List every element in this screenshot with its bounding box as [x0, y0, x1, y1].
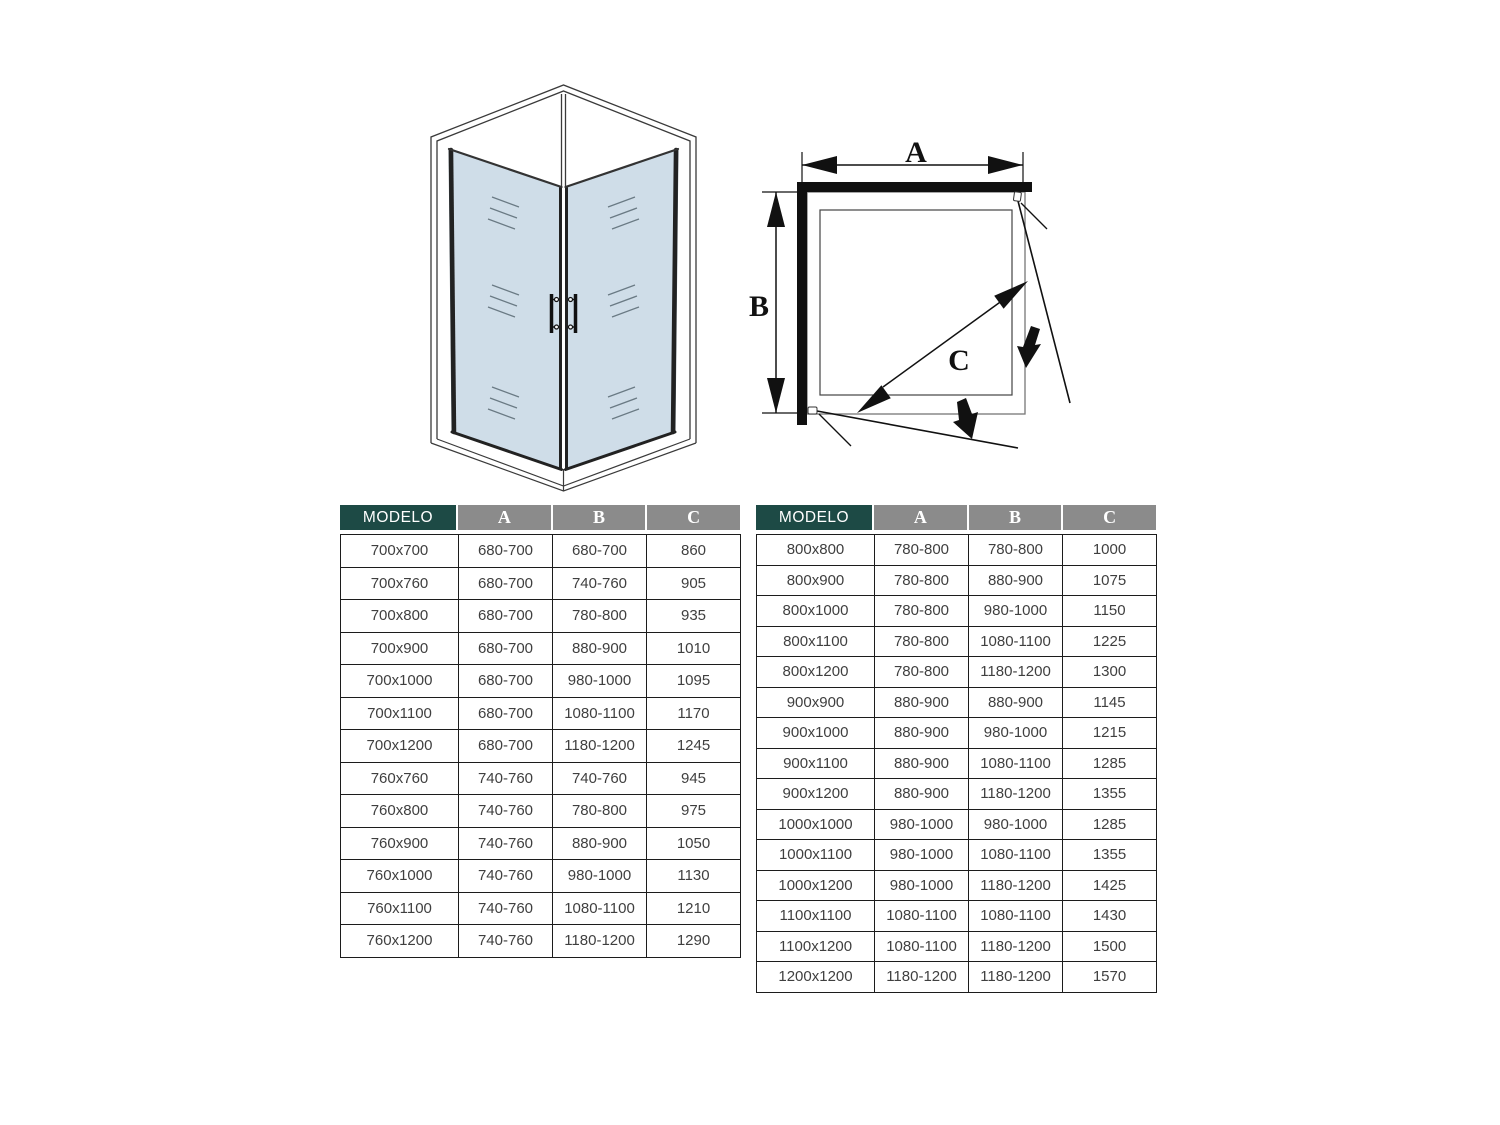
table-cell: 1075: [1063, 565, 1157, 596]
table-cell: 780-800: [875, 626, 969, 657]
table-cell: 780-800: [875, 657, 969, 688]
table-cell: 740-760: [459, 827, 553, 860]
table-cell: 900x1100: [757, 748, 875, 779]
table-row: [341, 860, 741, 893]
table-cell: 1180-1200: [875, 962, 969, 993]
table-cell: 1080-1100: [969, 901, 1063, 932]
table-cell: 880-900: [875, 687, 969, 718]
table-cell: 780-800: [553, 600, 647, 633]
table-cell: 1100x1100: [757, 901, 875, 932]
table-cell: 740-760: [459, 795, 553, 828]
table-cell: 1000x1000: [757, 809, 875, 840]
enclosure-outline: [807, 192, 1025, 414]
dimension-label-b: B: [748, 290, 770, 323]
dimension-label-c: C: [948, 344, 970, 377]
table-cell: 1080-1100: [875, 901, 969, 932]
table-cell: 1180-1200: [969, 779, 1063, 810]
table-row: [757, 931, 1157, 962]
table-cell: 1215: [1063, 718, 1157, 749]
table-row: [757, 596, 1157, 627]
column-header-c: C: [647, 505, 740, 530]
table-cell: 1570: [1063, 962, 1157, 993]
table-cell: 900x900: [757, 687, 875, 718]
door-pivot-hinge-bottom: [808, 407, 817, 414]
table-row: [757, 657, 1157, 688]
table-cell: 1170: [647, 697, 741, 730]
glass-panel-left: [449, 149, 562, 469]
table-cell: 680-700: [553, 535, 647, 568]
table-cell: 1355: [1063, 779, 1157, 810]
table-row: [341, 535, 741, 568]
table-cell: 1080-1100: [553, 697, 647, 730]
table-cell: 680-700: [459, 697, 553, 730]
table-cell: 760x900: [341, 827, 459, 860]
table-cell: 680-700: [459, 730, 553, 763]
dimension-c: [857, 281, 1028, 413]
table-row: [757, 535, 1157, 566]
table-row: [341, 925, 741, 958]
table-cell: 740-760: [553, 762, 647, 795]
table-cell: 1500: [1063, 931, 1157, 962]
table-cell: 1290: [647, 925, 741, 958]
glass-panel-right: [566, 149, 679, 469]
door-swing-bottom-left: [808, 398, 1018, 448]
table-cell: 760x1000: [341, 860, 459, 893]
table-cell: 680-700: [459, 665, 553, 698]
table-cell: 1210: [647, 892, 741, 925]
table-cell: 680-700: [459, 567, 553, 600]
table-row: [757, 840, 1157, 871]
table-cell: 780-800: [969, 535, 1063, 566]
table-cell: 700x900: [341, 632, 459, 665]
table-cell: 1080-1100: [969, 840, 1063, 871]
table-cell: 800x1100: [757, 626, 875, 657]
table-cell: 1355: [1063, 840, 1157, 871]
table-row: [341, 665, 741, 698]
table-cell: 1010: [647, 632, 741, 665]
table-cell: 1150: [1063, 596, 1157, 627]
table-cell: 740-760: [459, 762, 553, 795]
table-cell: 980-1000: [875, 840, 969, 871]
table-cell: 980-1000: [969, 718, 1063, 749]
table-cell: 700x760: [341, 567, 459, 600]
table-cell: 860: [647, 535, 741, 568]
table-cell: 880-900: [553, 632, 647, 665]
swing-arrow-right: [1017, 326, 1041, 368]
table-row: [341, 600, 741, 633]
table-cell: 880-900: [875, 748, 969, 779]
table-cell: 680-700: [459, 535, 553, 568]
door-swing-top-right: [1013, 192, 1070, 403]
table-cell: 680-700: [459, 600, 553, 633]
table-row: [341, 762, 741, 795]
column-header-a: A: [458, 505, 551, 530]
dimension-table-left: [340, 505, 740, 958]
table-cell: 980-1000: [875, 870, 969, 901]
dimension-b: [749, 192, 797, 413]
table-cell: 1285: [1063, 748, 1157, 779]
table-cell: 880-900: [553, 827, 647, 860]
table-cell: 945: [647, 762, 741, 795]
table-header-row: [340, 505, 740, 530]
table-row: [757, 687, 1157, 718]
table-cell: 740-760: [459, 860, 553, 893]
table-header-row: [756, 505, 1156, 530]
table-cell: 1225: [1063, 626, 1157, 657]
table-cell: 880-900: [875, 779, 969, 810]
table-row: [341, 632, 741, 665]
swing-arrow-bottom: [953, 398, 978, 439]
table-row: [757, 718, 1157, 749]
table-cell: 905: [647, 567, 741, 600]
table-cell: 700x1200: [341, 730, 459, 763]
table-cell: 740-760: [459, 892, 553, 925]
table-cell: 900x1000: [757, 718, 875, 749]
table-cell: 740-760: [553, 567, 647, 600]
table-cell: 1180-1200: [553, 925, 647, 958]
table-cell: 1100x1200: [757, 931, 875, 962]
table-cell: 1080-1100: [969, 626, 1063, 657]
table-cell: 780-800: [875, 565, 969, 596]
table-cell: 1080-1100: [969, 748, 1063, 779]
table-cell: 760x760: [341, 762, 459, 795]
table-cell: 1145: [1063, 687, 1157, 718]
table-cell: 700x800: [341, 600, 459, 633]
column-header-b: B: [553, 505, 646, 530]
table-cell: 980-1000: [875, 809, 969, 840]
table-cell: 975: [647, 795, 741, 828]
table-cell: 1285: [1063, 809, 1157, 840]
table-cell: 980-1000: [553, 860, 647, 893]
table-cell: 880-900: [969, 687, 1063, 718]
table-cell: 1180-1200: [969, 962, 1063, 993]
shower-enclosure-plan-diagram: [740, 100, 1105, 485]
door-pivot-hinge-top: [1013, 192, 1021, 202]
table-cell: 1425: [1063, 870, 1157, 901]
table-row: [341, 892, 741, 925]
table-row: [757, 565, 1157, 596]
table-row: [757, 962, 1157, 993]
table-cell: 760x1100: [341, 892, 459, 925]
table-cell: 1245: [647, 730, 741, 763]
table-cell: 800x800: [757, 535, 875, 566]
table-cell: 900x1200: [757, 779, 875, 810]
table-row: [757, 870, 1157, 901]
table-row: [341, 827, 741, 860]
table-cell: 1000x1200: [757, 870, 875, 901]
table-cell: 1180-1200: [969, 931, 1063, 962]
table-cell: 980-1000: [969, 809, 1063, 840]
table-cell: 700x1100: [341, 697, 459, 730]
table-cell: 760x1200: [341, 925, 459, 958]
table-cell: 700x1000: [341, 665, 459, 698]
table-cell: 680-700: [459, 632, 553, 665]
table-cell: 800x900: [757, 565, 875, 596]
column-header-modelo: MODELO: [756, 505, 872, 530]
table-row: [341, 697, 741, 730]
table-cell: 800x1200: [757, 657, 875, 688]
table-cell: 980-1000: [969, 596, 1063, 627]
table-cell: 1430: [1063, 901, 1157, 932]
dimension-label-a: A: [905, 136, 927, 169]
table-cell: 935: [647, 600, 741, 633]
table-row: [757, 779, 1157, 810]
shower-tray: [431, 439, 696, 491]
table-cell: 1050: [647, 827, 741, 860]
table-row: [757, 748, 1157, 779]
column-header-a: A: [874, 505, 967, 530]
table-row: [341, 795, 741, 828]
table-cell: 1080-1100: [553, 892, 647, 925]
table-cell: 1000: [1063, 535, 1157, 566]
dimension-table-right: [756, 505, 1156, 993]
table-cell: 880-900: [875, 718, 969, 749]
table-cell: 1080-1100: [875, 931, 969, 962]
table-cell: 780-800: [875, 596, 969, 627]
table-cell: 1095: [647, 665, 741, 698]
table-row: [757, 901, 1157, 932]
table-row: [341, 730, 741, 763]
table-cell: 1300: [1063, 657, 1157, 688]
table-row: [341, 567, 741, 600]
dimension-a: [802, 136, 1023, 184]
table-cell: 1130: [647, 860, 741, 893]
dimension-table-body: [340, 534, 741, 958]
table-cell: 700x700: [341, 535, 459, 568]
column-header-modelo: MODELO: [340, 505, 456, 530]
table-cell: 1200x1200: [757, 962, 875, 993]
table-cell: 800x1000: [757, 596, 875, 627]
dimension-table-body: [756, 534, 1157, 993]
table-cell: 980-1000: [553, 665, 647, 698]
table-cell: 760x800: [341, 795, 459, 828]
shower-enclosure-isometric-diagram: [400, 70, 730, 495]
table-cell: 1000x1100: [757, 840, 875, 871]
column-header-b: B: [969, 505, 1062, 530]
table-cell: 1180-1200: [969, 657, 1063, 688]
table-cell: 1180-1200: [969, 870, 1063, 901]
table-cell: 1180-1200: [553, 730, 647, 763]
table-cell: 880-900: [969, 565, 1063, 596]
walls: [797, 182, 1032, 425]
table-row: [757, 809, 1157, 840]
table-cell: 740-760: [459, 925, 553, 958]
table-cell: 780-800: [553, 795, 647, 828]
table-cell: 780-800: [875, 535, 969, 566]
column-header-c: C: [1063, 505, 1156, 530]
glass-panels: [449, 149, 678, 469]
table-row: [757, 626, 1157, 657]
